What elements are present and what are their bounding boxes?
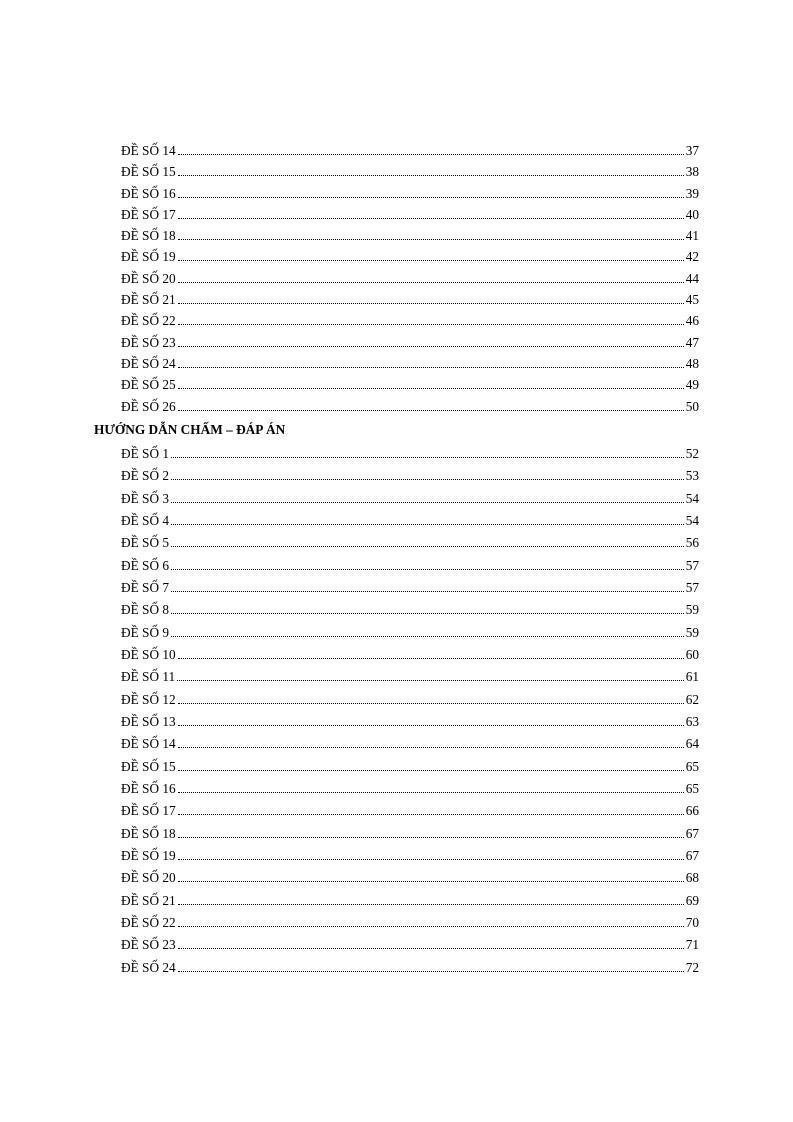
- toc-dot-leader: [178, 658, 684, 659]
- toc-entry-page-number: 44: [685, 270, 699, 286]
- toc-dot-leader: [171, 546, 684, 547]
- table-of-contents: [0, 140, 793, 979]
- toc-entry-label: ĐỀ SỐ 24: [121, 355, 176, 371]
- toc-dot-leader: [171, 457, 684, 458]
- toc-entry-label: ĐỀ SỐ 5: [121, 535, 170, 551]
- toc-entry[interactable]: [121, 532, 699, 554]
- toc-entry-page-number: 71: [685, 937, 699, 953]
- toc-entry-label: ĐỀ SỐ 16: [121, 185, 176, 201]
- toc-entry[interactable]: [121, 510, 699, 532]
- toc-entry-page-number: 59: [685, 624, 699, 640]
- toc-entry-page-number: 48: [685, 355, 699, 371]
- toc-dot-leader: [178, 703, 684, 704]
- toc-entry-label: ĐỀ SỐ 6: [121, 557, 170, 573]
- toc-dot-leader: [178, 859, 684, 860]
- toc-entry-page-number: 60: [685, 646, 699, 662]
- toc-entry-label: ĐỀ SỐ 14: [121, 143, 176, 158]
- toc-entry-page-number: 38: [685, 164, 699, 180]
- toc-entry-page-number: 42: [685, 249, 699, 265]
- toc-entry-label: ĐỀ SỐ 18: [121, 825, 176, 841]
- toc-entry-page-number: 66: [685, 803, 699, 819]
- toc-entry[interactable]: [121, 778, 699, 800]
- toc-dot-leader: [178, 814, 684, 815]
- toc-entry-page-number: 57: [685, 557, 699, 573]
- toc-entry-page-number: 59: [685, 602, 699, 618]
- toc-entry-page-number: 46: [685, 313, 699, 329]
- toc-entry-label: ĐỀ SỐ 2: [121, 468, 170, 484]
- toc-entry-label: ĐỀ SỐ 23: [121, 334, 176, 350]
- toc-dot-leader: [178, 303, 684, 304]
- toc-entry[interactable]: [121, 890, 699, 912]
- toc-entry-page-number: 72: [685, 959, 699, 975]
- toc-section-de-so: [0, 140, 793, 417]
- toc-dot-leader: [178, 388, 684, 389]
- toc-entry[interactable]: [121, 599, 699, 621]
- toc-dot-leader: [178, 324, 684, 325]
- toc-dot-leader: [178, 837, 684, 838]
- toc-entry-label: ĐỀ SỐ 17: [121, 803, 176, 819]
- toc-entry-label: ĐỀ SỐ 17: [121, 206, 176, 222]
- toc-entry[interactable]: [121, 374, 699, 395]
- toc-entry[interactable]: [121, 183, 699, 204]
- toc-dot-leader: [178, 904, 684, 905]
- toc-dot-leader: [178, 218, 684, 219]
- toc-dot-leader: [171, 524, 684, 525]
- toc-entry[interactable]: [121, 957, 699, 979]
- toc-entry-label: ĐỀ SỐ 24: [121, 959, 176, 975]
- toc-entry-page-number: 63: [685, 713, 699, 729]
- toc-dot-leader: [178, 410, 684, 411]
- toc-entry[interactable]: [121, 204, 699, 225]
- toc-dot-leader: [178, 948, 684, 949]
- toc-dot-leader: [178, 175, 684, 176]
- toc-entry[interactable]: [121, 161, 699, 182]
- toc-entry-page-number: 62: [685, 691, 699, 707]
- toc-dot-leader: [171, 636, 684, 637]
- toc-entry-page-number: 68: [685, 870, 699, 886]
- toc-entry-label: ĐỀ SỐ 15: [121, 758, 176, 774]
- toc-entry-label: ĐỀ SỐ 15: [121, 164, 176, 180]
- toc-entry[interactable]: [121, 800, 699, 822]
- toc-entry-page-number: 47: [685, 334, 699, 350]
- toc-entry[interactable]: [121, 465, 699, 487]
- toc-entry-label: ĐỀ SỐ 20: [121, 270, 176, 286]
- toc-entry-label: ĐỀ SỐ 11: [121, 669, 176, 685]
- toc-entry-label: ĐỀ SỐ 23: [121, 937, 176, 953]
- toc-dot-leader: [171, 479, 684, 480]
- toc-entry[interactable]: [121, 225, 699, 246]
- toc-entry-label: ĐỀ SỐ 10: [121, 646, 176, 662]
- toc-entry-label: ĐỀ SỐ 21: [121, 892, 176, 908]
- toc-entry-page-number: 54: [685, 512, 699, 528]
- toc-entry-label: ĐỀ SỐ 9: [121, 624, 170, 640]
- toc-entry-page-number: 45: [685, 292, 699, 308]
- toc-entry[interactable]: [121, 689, 699, 711]
- toc-entry[interactable]: [121, 577, 699, 599]
- toc-entry[interactable]: [121, 268, 699, 289]
- toc-dot-leader: [178, 197, 684, 198]
- toc-entry[interactable]: [121, 310, 699, 331]
- toc-entry[interactable]: [121, 666, 699, 688]
- toc-entry-page-number: 70: [685, 915, 699, 931]
- toc-entry-label: ĐỀ SỐ 26: [121, 398, 176, 414]
- toc-entry[interactable]: [121, 289, 699, 310]
- toc-entry-page-number: 64: [685, 736, 699, 752]
- toc-dot-leader: [178, 260, 684, 261]
- toc-entry[interactable]: [121, 733, 699, 755]
- toc-dot-leader: [178, 367, 684, 368]
- toc-entry[interactable]: [121, 353, 699, 374]
- toc-entry[interactable]: [121, 845, 699, 867]
- toc-entry-label: ĐỀ SỐ 22: [121, 915, 176, 931]
- toc-entry-label: ĐỀ SỐ 7: [121, 579, 170, 595]
- toc-entry-page-number: 65: [685, 781, 699, 797]
- toc-entry-page-number: 69: [685, 892, 699, 908]
- toc-dot-leader: [178, 971, 684, 972]
- toc-entry-label: ĐỀ SỐ 20: [121, 870, 176, 886]
- toc-entry-page-number: 40: [685, 206, 699, 222]
- toc-entry-page-number: 53: [685, 468, 699, 484]
- toc-entry[interactable]: [121, 867, 699, 889]
- toc-dot-leader: [178, 154, 684, 155]
- toc-entry-label: ĐỀ SỐ 21: [121, 292, 176, 308]
- toc-dot-leader: [178, 926, 684, 927]
- toc-dot-leader: [178, 770, 684, 771]
- toc-entry-label: ĐỀ SỐ 19: [121, 249, 176, 265]
- toc-entry-label: ĐỀ SỐ 4: [121, 512, 170, 528]
- toc-entry-label: ĐỀ SỐ 12: [121, 691, 176, 707]
- toc-entry-label: ĐỀ SỐ 14: [121, 736, 176, 752]
- toc-entry[interactable]: [121, 488, 699, 510]
- toc-entry-label: ĐỀ SỐ 18: [121, 228, 176, 244]
- toc-entry[interactable]: [121, 555, 699, 577]
- toc-entry-label: ĐỀ SỐ 3: [121, 490, 170, 506]
- toc-dot-leader: [178, 747, 684, 748]
- toc-entry-page-number: 54: [685, 490, 699, 506]
- toc-entry-label: ĐỀ SỐ 19: [121, 848, 176, 864]
- toc-entry-label: ĐỀ SỐ 1: [121, 445, 170, 461]
- toc-entry-label: ĐỀ SỐ 13: [121, 713, 176, 729]
- toc-entry-page-number: 41: [685, 228, 699, 244]
- toc-entry-label: ĐỀ SỐ 16: [121, 781, 176, 797]
- toc-entry-page-number: 67: [685, 825, 699, 841]
- toc-dot-leader: [171, 613, 684, 614]
- toc-dot-leader: [178, 282, 684, 283]
- toc-dot-leader: [178, 239, 684, 240]
- toc-entry-page-number: 65: [685, 758, 699, 774]
- toc-entry[interactable]: [121, 246, 699, 267]
- toc-entry-page-number: 67: [685, 848, 699, 864]
- toc-dot-leader: [178, 725, 684, 726]
- toc-dot-leader: [178, 792, 684, 793]
- toc-dot-leader: [178, 346, 684, 347]
- toc-entry-label: ĐỀ SỐ 22: [121, 313, 176, 329]
- toc-entry-page-number: 56: [685, 535, 699, 551]
- toc-entry[interactable]: [121, 912, 699, 934]
- toc-dot-leader: [171, 502, 684, 503]
- toc-dot-leader: [171, 569, 684, 570]
- toc-entry-label: ĐỀ SỐ 8: [121, 602, 170, 618]
- toc-entry-page-number: 50: [685, 398, 699, 414]
- toc-heading-huong-dan-cham[interactable]: HƯỚNG DẪN CHẤM – ĐÁP ÁN: [94, 421, 286, 437]
- toc-dot-leader: [171, 591, 684, 592]
- toc-entry-page-number: 52: [685, 445, 699, 461]
- toc-dot-leader: [178, 881, 684, 882]
- toc-entry-page-number: 49: [685, 377, 699, 393]
- toc-entry[interactable]: [121, 934, 699, 956]
- toc-entry-page-number: 39: [685, 185, 699, 201]
- toc-entry[interactable]: [121, 644, 699, 666]
- toc-entry[interactable]: [121, 332, 699, 353]
- toc-entry[interactable]: [121, 443, 699, 465]
- toc-entry[interactable]: [121, 756, 699, 778]
- toc-dot-leader: [177, 680, 684, 681]
- toc-entry[interactable]: [121, 711, 699, 733]
- toc-entry-label: ĐỀ SỐ 25: [121, 377, 176, 393]
- toc-entry[interactable]: [121, 140, 699, 161]
- toc-entry-page-number: 61: [685, 669, 699, 685]
- toc-entry[interactable]: [121, 823, 699, 845]
- toc-section-huong-dan-cham: [0, 443, 793, 979]
- toc-entry[interactable]: [121, 622, 699, 644]
- toc-entry[interactable]: [121, 396, 699, 417]
- toc-entry-page-number: 37: [685, 143, 699, 158]
- toc-entry-page-number: 57: [685, 579, 699, 595]
